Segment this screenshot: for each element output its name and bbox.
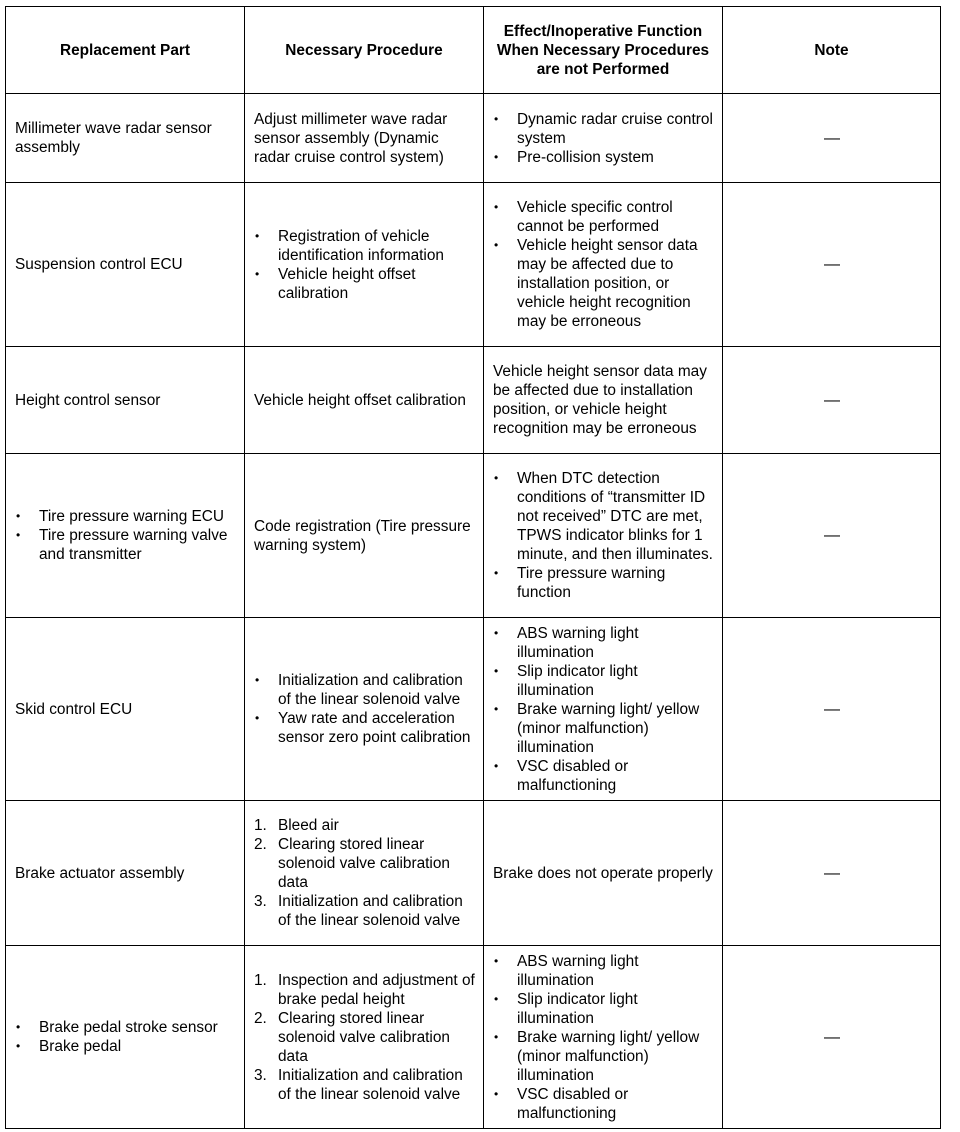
effect-cell: [484, 94, 723, 183]
part-cell: [6, 946, 245, 1129]
part-text: Height control sensor: [15, 391, 161, 409]
bullet-icon: •: [255, 266, 260, 281]
procedure-cell: [245, 347, 484, 454]
list-item-text: VSC disabled or malfunctioning: [517, 757, 629, 794]
part-text: Brake actuator assembly: [15, 864, 185, 882]
procedure-cell: [245, 183, 484, 347]
step-text: Bleed air: [278, 817, 339, 834]
part-cell: [6, 801, 245, 946]
table-row: [6, 801, 941, 946]
list-item-text: Dynamic radar cruise control system: [517, 110, 713, 147]
bullet-icon: •: [494, 471, 499, 485]
list-item: [493, 148, 714, 167]
bullet-icon: •: [494, 200, 499, 214]
note-dash: —: [824, 391, 840, 409]
list-item-text: Vehicle specific control cannot be performed: [517, 199, 673, 235]
step-text: Clearing stored linear solenoid valve calibration data: [278, 1009, 450, 1065]
procedure-text: Code registration (Tire pressure warning system): [254, 517, 471, 554]
procedure-steps: [254, 971, 475, 1104]
note-cell: [723, 618, 941, 801]
table-row: [6, 94, 941, 183]
list-item-text: Yaw rate and acceleration sensor zero point calibration: [278, 710, 471, 746]
effect-cell: [484, 618, 723, 801]
note-cell: [723, 94, 941, 183]
step-text: Initialization and calibration of the linear solenoid valve: [278, 1066, 463, 1103]
bullet-icon: •: [494, 663, 499, 678]
effect-list: [493, 110, 714, 167]
note-dash: —: [824, 527, 840, 544]
step-text: Clearing stored linear solenoid valve calibration data: [278, 836, 450, 891]
effect-text: Brake does not operate properly: [493, 864, 713, 882]
list-item-text: Vehicle height sensor data may be affected due to installation position, or vehicle height recognition may be erroneous: [517, 237, 698, 330]
list-item: [493, 1085, 714, 1123]
step-number: 1.: [254, 971, 267, 989]
step-text: Initialization and calibration of the linear solenoid valve: [278, 893, 463, 929]
list-item-text: When DTC detection conditions of “transmitter ID not received” DTC are met, TPWS indicator blinks for 1 minute, and then illuminates.: [517, 470, 713, 563]
procedure-text: Adjust millimeter wave radar sensor assembly (Dynamic radar cruise control system): [254, 110, 448, 166]
list-item: [493, 757, 714, 795]
bullet-icon: •: [494, 238, 499, 252]
list-item-text: Tire pressure warning valve and transmitter: [39, 527, 228, 563]
bullet-icon: •: [16, 528, 21, 542]
list-item-text: Pre-collision system: [517, 148, 654, 166]
effect-cell: [484, 801, 723, 946]
procedure-text: Vehicle height offset calibration: [254, 391, 466, 409]
note-cell: [723, 946, 941, 1129]
bullet-icon: •: [16, 1039, 21, 1053]
part-cell: [6, 454, 245, 618]
bullet-icon: •: [494, 149, 499, 164]
step-number: 2.: [254, 836, 267, 853]
list-item-text: Brake pedal stroke sensor: [39, 1019, 218, 1036]
step-number: 1.: [254, 817, 267, 834]
effect-list: [493, 469, 714, 602]
effect-text: Vehicle height sensor data may be affected due to installation position, or vehicle height recognition may be erroneous: [493, 363, 707, 437]
procedure-cell: [245, 801, 484, 946]
list-item: [254, 835, 475, 892]
list-item: [254, 1066, 475, 1104]
table-row: [6, 347, 941, 454]
part-text: Millimeter wave radar sensor assembly: [15, 120, 212, 156]
header-note: Note: [723, 7, 941, 94]
effect-cell: [484, 347, 723, 454]
list-item: [493, 990, 714, 1028]
bullet-icon: •: [494, 991, 499, 1006]
bullet-icon: •: [16, 1020, 21, 1034]
list-item: [493, 469, 714, 564]
list-item: [493, 198, 714, 236]
list-item-text: Registration of vehicle identification information: [278, 227, 444, 264]
table-row: [6, 618, 941, 801]
header-effect: Effect/Inoperative Function When Necessary Procedures are not Performed: [484, 7, 723, 94]
bullet-icon: •: [494, 953, 499, 968]
part-text: Skid control ECU: [15, 700, 133, 718]
list-item: [493, 952, 714, 990]
list-item-text: Brake warning light/ yellow (minor malfunction) illumination: [517, 1028, 700, 1084]
list-item: [254, 816, 475, 835]
header-replacement-part: Replacement Part: [6, 7, 245, 94]
procedure-list: [254, 227, 475, 303]
note-dash: —: [824, 256, 840, 273]
procedure-list: [254, 671, 475, 747]
part-list: [15, 507, 236, 564]
table-row: [6, 946, 941, 1129]
effect-list: [493, 624, 714, 795]
table-row: [6, 183, 941, 347]
list-item: [493, 564, 714, 602]
list-item-text: Brake pedal: [39, 1038, 122, 1055]
note-dash: —: [824, 129, 840, 147]
bullet-icon: •: [494, 701, 499, 716]
step-text: Inspection and adjustment of brake pedal height: [278, 971, 475, 1008]
list-item: [15, 526, 236, 564]
procedure-cell: [245, 94, 484, 183]
effect-cell: [484, 454, 723, 618]
bullet-icon: •: [494, 758, 499, 773]
list-item: [493, 110, 714, 148]
note-dash: —: [824, 1028, 840, 1046]
list-item: [493, 1028, 714, 1085]
step-number: 3.: [254, 893, 267, 910]
bullet-icon: •: [16, 509, 21, 523]
procedure-cell: [245, 946, 484, 1129]
note-cell: [723, 801, 941, 946]
list-item: [254, 671, 475, 709]
bullet-icon: •: [494, 625, 499, 640]
note-cell: [723, 454, 941, 618]
bullet-icon: •: [494, 1086, 499, 1101]
list-item: [15, 507, 236, 526]
note-dash: —: [824, 700, 840, 718]
bullet-icon: •: [494, 566, 499, 580]
list-item: [254, 1009, 475, 1066]
part-cell: [6, 618, 245, 801]
note-cell: [723, 183, 941, 347]
procedure-steps: [254, 816, 475, 930]
effect-cell: [484, 946, 723, 1129]
bullet-icon: •: [255, 673, 260, 687]
procedure-cell: [245, 454, 484, 618]
part-cell: [6, 183, 245, 347]
list-item-text: Tire pressure warning ECU: [39, 508, 225, 525]
effect-list: [493, 952, 714, 1123]
step-number: 3.: [254, 1066, 267, 1084]
note-dash: —: [824, 864, 840, 882]
list-item: [254, 227, 475, 265]
part-cell: [6, 94, 245, 183]
procedure-cell: [245, 618, 484, 801]
list-item: [493, 236, 714, 331]
bullet-icon: •: [255, 228, 260, 243]
list-item-text: ABS warning light illumination: [517, 952, 639, 989]
part-cell: [6, 347, 245, 454]
list-item: [493, 624, 714, 662]
list-item-text: VSC disabled or malfunctioning: [517, 1085, 629, 1122]
list-item-text: Slip indicator light illumination: [517, 990, 638, 1027]
effect-cell: [484, 183, 723, 347]
list-item: [254, 709, 475, 747]
table-row: [6, 454, 941, 618]
list-item: [254, 265, 475, 303]
note-cell: [723, 347, 941, 454]
bullet-icon: •: [255, 711, 260, 725]
list-item: [254, 971, 475, 1009]
effect-list: [493, 198, 714, 331]
list-item-text: Tire pressure warning function: [517, 565, 666, 601]
bullet-icon: •: [494, 1029, 499, 1044]
list-item-text: Brake warning light/ yellow (minor malfunction) illumination: [517, 700, 700, 756]
list-item: [15, 1037, 236, 1056]
part-text: Suspension control ECU: [15, 256, 183, 273]
list-item-text: Slip indicator light illumination: [517, 662, 638, 699]
list-item: [493, 700, 714, 757]
list-item-text: Initialization and calibration of the linear solenoid valve: [278, 672, 463, 708]
list-item: [15, 1018, 236, 1037]
list-item-text: ABS warning light illumination: [517, 624, 639, 661]
list-item-text: Vehicle height offset calibration: [278, 265, 416, 302]
table-header-row: [6, 7, 941, 94]
list-item: [493, 662, 714, 700]
bullet-icon: •: [494, 111, 499, 126]
header-necessary-procedure: Necessary Procedure: [245, 7, 484, 94]
replacement-procedure-table: [5, 6, 941, 1129]
list-item: [254, 892, 475, 930]
step-number: 2.: [254, 1009, 267, 1027]
part-list: [15, 1018, 236, 1056]
